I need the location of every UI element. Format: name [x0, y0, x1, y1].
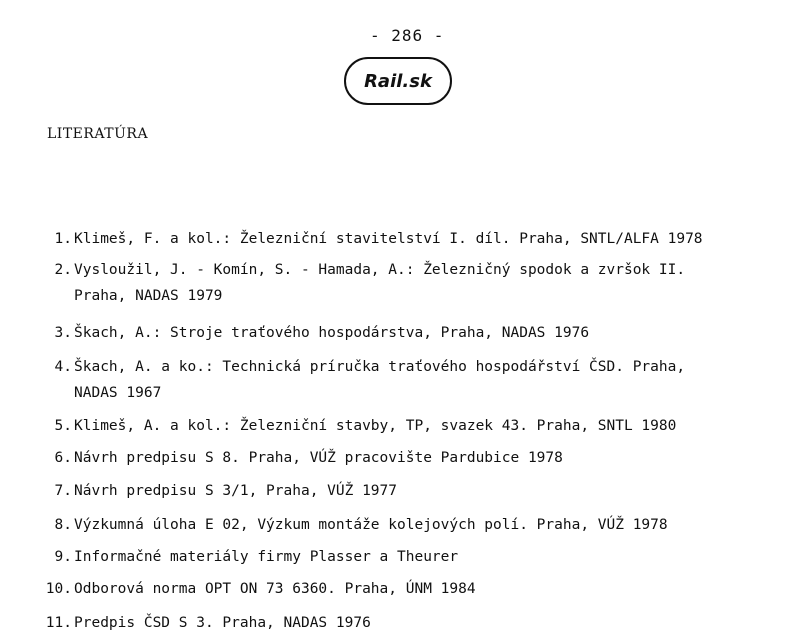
reference-number: 3. — [54, 325, 72, 341]
page-number: - 286 - — [370, 26, 445, 45]
reference-item — [28, 512, 808, 538]
reference-item — [28, 544, 808, 570]
reference-number: 1. — [54, 231, 72, 247]
reference-text: Informačné materiály firmy Plasser a Theurer — [74, 549, 459, 565]
reference-item — [28, 413, 808, 439]
reference-text: Predpis ČSD S 3. Praha, NADAS 1976 — [74, 615, 371, 631]
reference-text: Návrh predpisu S 8. Praha, VÚŽ pracovište Pardubice 1978 — [74, 450, 563, 466]
reference-item — [28, 478, 808, 504]
reference-number: 4. — [54, 359, 72, 375]
reference-number: 10. — [45, 581, 72, 597]
reference-item — [28, 576, 808, 602]
reference-item — [28, 226, 808, 252]
reference-item — [28, 445, 808, 471]
reference-text: Klimeš, F. a kol.: Železniční stavitelství I. díl. Praha, SNTL/ALFA 1978 — [74, 231, 703, 247]
reference-item — [28, 257, 808, 309]
logo-text: Rail.sk — [364, 70, 432, 92]
reference-text: Vysloužil, J. - Komín, S. - Hamada, A.: Železničný spodok a zvršok II. — [74, 262, 686, 278]
reference-text: Škach, A. a ko.: Technická príručka traťového hospodářství ČSD. Praha, — [74, 359, 686, 375]
rail-sk-logo — [344, 57, 452, 105]
reference-number: 2. — [54, 262, 72, 278]
reference-text: Návrh predpisu S 3/1, Praha, VÚŽ 1977 — [74, 483, 398, 499]
reference-number: 7. — [54, 483, 72, 499]
reference-number: 9. — [54, 549, 72, 565]
reference-number: 5. — [54, 418, 72, 434]
reference-number: 8. — [54, 517, 72, 533]
reference-number: 11. — [45, 615, 72, 631]
reference-text: Výzkumná úloha E 02, Výzkum montáže kolejových polí. Praha, VÚŽ 1978 — [74, 517, 668, 533]
reference-text: Klimeš, A. a kol.: Železniční stavby, TP, svazek 43. Praha, SNTL 1980 — [74, 418, 677, 434]
reference-item — [28, 610, 808, 636]
reference-number: 6. — [54, 450, 72, 466]
reference-text-continued: NADAS 1967 — [74, 385, 162, 401]
reference-text-continued: Praha, NADAS 1979 — [74, 288, 223, 304]
reference-item — [28, 320, 808, 346]
reference-item — [28, 354, 808, 406]
reference-text: Škach, A.: Stroje traťového hospodárstva, Praha, NADAS 1976 — [74, 325, 590, 341]
heading: LITERATÚRA — [47, 126, 149, 142]
reference-text: Odborová norma OPT ON 73 6360. Praha, ÚNM 1984 — [74, 581, 476, 597]
